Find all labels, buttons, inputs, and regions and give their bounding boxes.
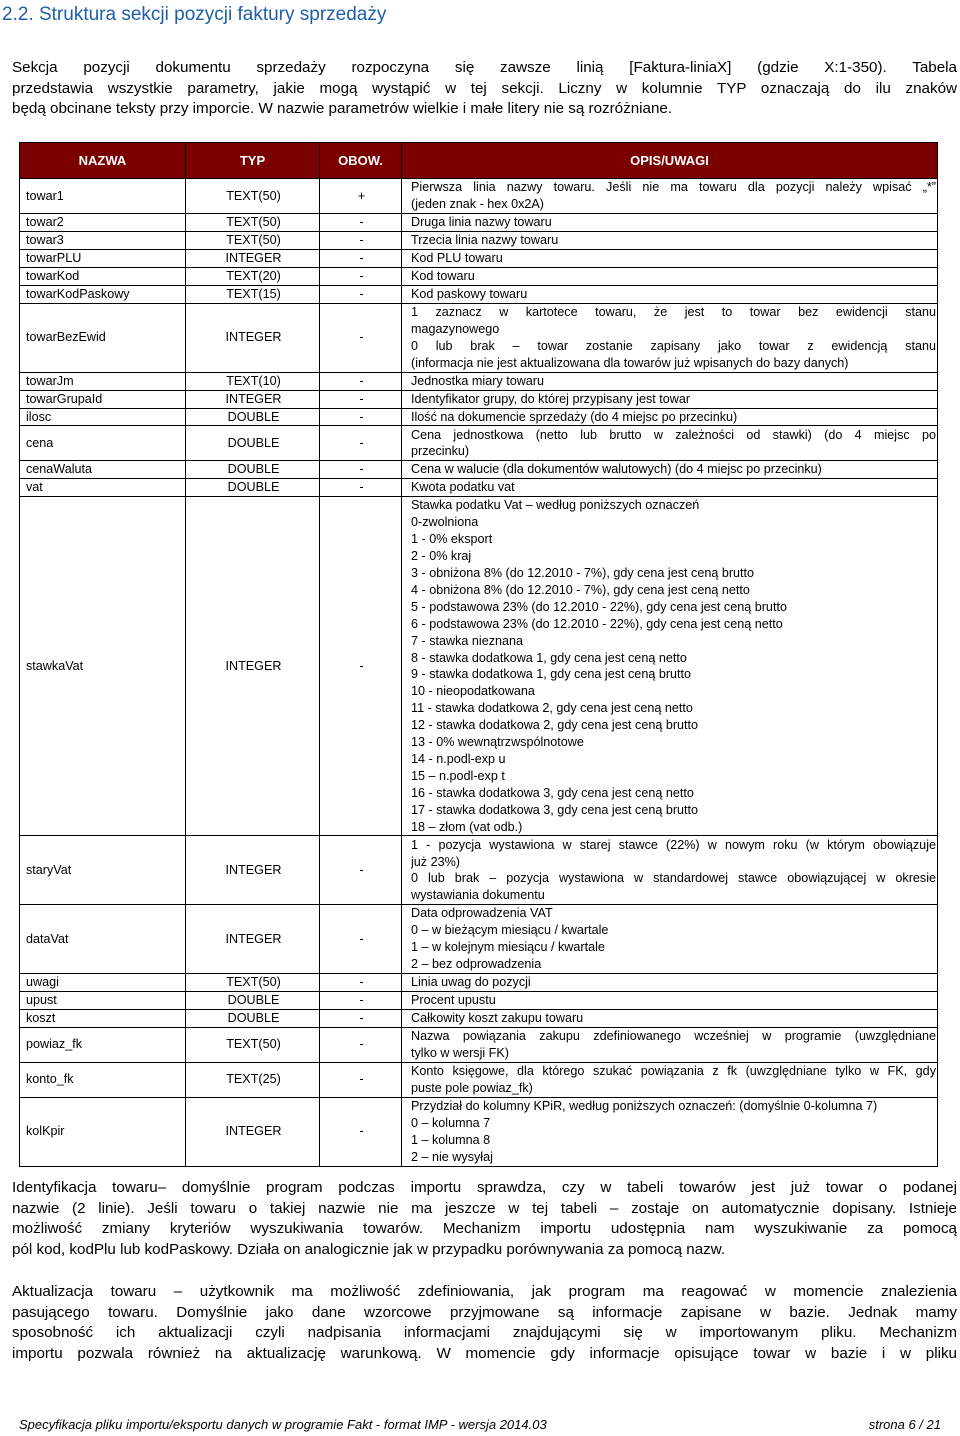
param-name: vat: [20, 479, 186, 497]
param-required: -: [320, 426, 402, 461]
param-required: -: [320, 390, 402, 408]
param-required: -: [320, 479, 402, 497]
description-line: 0-zwolniona: [411, 515, 479, 530]
description-line: Cena w walucie (dla dokumentów walutowych) (do 4 miejsc po przecinku): [411, 462, 822, 477]
table-row: [20, 1097, 938, 1166]
param-type: TEXT(25): [186, 1062, 320, 1097]
param-required: -: [320, 1028, 402, 1063]
param-required: -: [320, 992, 402, 1010]
param-type: TEXT(50): [186, 1028, 320, 1063]
param-type: TEXT(50): [186, 974, 320, 992]
description-line: 0 – kolumna 7: [411, 1115, 491, 1130]
description-line: Druga linia nazwy towaru: [411, 215, 552, 229]
description-line: 8 - stawka dodatkowa 1, gdy cena jest ceną netto: [411, 650, 687, 665]
param-name: dataVat: [20, 905, 186, 974]
intro-paragraph: [12, 58, 957, 120]
description-line: Konto księgowe, dla którego szukać powiązania z fk (uwzględniane tylko w FK, gdy: [411, 1063, 936, 1078]
description-line: 0 – w bieżącym miesiącu / kwartale: [411, 923, 609, 938]
parameters-table: [19, 142, 938, 1167]
param-required: -: [320, 461, 402, 479]
param-description: [402, 372, 938, 390]
param-type: INTEGER: [186, 303, 320, 372]
param-required: -: [320, 231, 402, 249]
table-row: [20, 461, 938, 479]
param-required: -: [320, 836, 402, 905]
description-line: Całkowity koszt zakupu towaru: [411, 1011, 584, 1026]
paragraph-line: przedstawia wszystkie parametry, jakie mogą wystąpić w tej sekcji. Liczny w kolumnie TYP oznaczają do ilu znaków: [12, 79, 957, 97]
paragraph-line: pól kod, kodPlu lub kodPaskowy. Działa on analogicznie jak w przypadku porównywania za pomocą nazw.: [12, 1240, 726, 1258]
description-line: Linia uwag do pozycji: [411, 975, 531, 990]
description-line: Przydział do kolumny KPiR, według poniższych oznaczeń: (domyślnie 0-kolumna 7): [411, 1098, 878, 1113]
param-type: INTEGER: [186, 390, 320, 408]
param-name: towarKodPaskowy: [20, 285, 186, 303]
param-description: [402, 426, 938, 461]
table-row: [20, 179, 938, 214]
param-type: DOUBLE: [186, 408, 320, 426]
description-line: (jeden znak - hex 0x2A): [411, 197, 545, 211]
table-row: [20, 1028, 938, 1063]
description-line: Kod towaru: [411, 268, 475, 283]
param-name: powiaz_fk: [20, 1028, 186, 1063]
update-paragraph: [12, 1282, 957, 1364]
param-name: stawkaVat: [20, 497, 186, 836]
param-required: -: [320, 1097, 402, 1166]
description-line: 6 - podstawowa 23% (do 12.2010 - 22%), gdy cena jest ceną netto: [411, 616, 783, 631]
param-type: TEXT(15): [186, 285, 320, 303]
description-line: 10 - nieopodatkowana: [411, 684, 535, 699]
param-name: upust: [20, 992, 186, 1010]
description-line: 1 - pozycja wystawiona w starej stawce (22%) w nowym roku (w którym obowiązuje: [411, 837, 936, 852]
description-line: 13 - 0% wewnątrzwspólnotowe: [411, 735, 584, 750]
table-body: [20, 179, 938, 1167]
table-row: [20, 1062, 938, 1097]
paragraph-line: Aktualizacja towaru – użytkownik ma możliwość zdefiniowania, jak program ma reagować w momencie znalezienia: [12, 1283, 957, 1300]
param-name: towar1: [20, 179, 186, 214]
table-row: [20, 992, 938, 1010]
page-footer: [19, 1417, 941, 1432]
param-required: -: [320, 249, 402, 267]
param-type: INTEGER: [186, 836, 320, 905]
paragraph-line: importu pozwala również na aktualizację warunkową. W momencie gdy informacje opisujące towar w bazie i w pliku: [12, 1344, 957, 1362]
description-line: 12 - stawka dodatkowa 2, gdy cena jest ceną brutto: [411, 718, 699, 733]
param-description: [402, 992, 938, 1010]
param-name: towarGrupaId: [20, 390, 186, 408]
header-type: TYP: [186, 143, 320, 179]
param-description: [402, 461, 938, 479]
param-name: konto_fk: [20, 1062, 186, 1097]
table-row: [20, 1010, 938, 1028]
param-description: [402, 836, 938, 905]
description-line: Ilość na dokumencie sprzedaży (do 4 miejsc po przecinku): [411, 409, 738, 424]
header-name: NAZWA: [20, 143, 186, 179]
param-type: DOUBLE: [186, 461, 320, 479]
param-name: cenaWaluta: [20, 461, 186, 479]
param-description: [402, 1010, 938, 1028]
param-type: INTEGER: [186, 1097, 320, 1166]
param-type: DOUBLE: [186, 479, 320, 497]
description-line: Nazwa powiązania zakupu zdefiniowanego wcześniej w programie (uwzględniane: [411, 1029, 936, 1043]
description-line: magazynowego: [411, 321, 500, 336]
param-type: INTEGER: [186, 905, 320, 974]
table-row: [20, 390, 938, 408]
param-name: towarPLU: [20, 249, 186, 267]
param-name: towar3: [20, 231, 186, 249]
table-row: [20, 303, 938, 372]
param-required: -: [320, 285, 402, 303]
table-row: [20, 231, 938, 249]
param-required: -: [320, 1062, 402, 1097]
param-description: [402, 231, 938, 249]
paragraph-line: Identyfikacja towaru– domyślnie program podczas importu sprawdza, czy w tabeli towarów jest już towar o podanej: [12, 1179, 957, 1196]
param-name: towarJm: [20, 372, 186, 390]
param-description: [402, 285, 938, 303]
param-type: TEXT(20): [186, 267, 320, 285]
description-line: 0 lub brak – pozycja wystawiona w standardowej stawce obowiązującej w okresie: [411, 871, 936, 886]
param-required: -: [320, 974, 402, 992]
description-line: 1 – w kolejnym miesiącu / kwartale: [411, 940, 605, 955]
table-row: [20, 372, 938, 390]
param-name: uwagi: [20, 974, 186, 992]
param-name: staryVat: [20, 836, 186, 905]
description-line: przecinku): [411, 444, 470, 459]
param-type: TEXT(10): [186, 372, 320, 390]
description-line: Jednostka miary towaru: [411, 373, 544, 388]
description-line: Kod PLU towaru: [411, 250, 503, 265]
description-line: tylko w wersji FK): [411, 1045, 509, 1060]
description-line: już 23%): [411, 854, 460, 869]
description-line: Kwota podatku vat: [411, 480, 515, 495]
description-line: 16 - stawka dodatkowa 3, gdy cena jest ceną netto: [411, 785, 694, 800]
description-line: 5 - podstawowa 23% (do 12.2010 - 22%), gdy cena jest ceną brutto: [411, 599, 787, 614]
description-line: 1 - 0% eksport: [411, 532, 493, 547]
param-type: TEXT(50): [186, 179, 320, 214]
description-line: Procent upustu: [411, 993, 496, 1008]
description-line: Data odprowadzenia VAT: [411, 906, 553, 921]
table-row: [20, 836, 938, 905]
param-description: [402, 905, 938, 974]
table-row: [20, 285, 938, 303]
header-description: OPIS/UWAGI: [402, 143, 938, 179]
param-description: [402, 479, 938, 497]
table-row: [20, 905, 938, 974]
footer-page-number: strona 6 / 21: [868, 1417, 941, 1432]
param-name: koszt: [20, 1010, 186, 1028]
paragraph-line: pasującego towaru. Domyślnie jako dane wzorcowe przyjmowane są informacje zapisane w bazie. Jednak mamy: [12, 1303, 957, 1321]
param-required: -: [320, 214, 402, 232]
param-required: -: [320, 267, 402, 285]
param-type: INTEGER: [186, 497, 320, 836]
param-name: kolKpir: [20, 1097, 186, 1166]
description-line: 2 – bez odprowadzenia: [411, 957, 542, 972]
description-line: Identyfikator grupy, do której przypisany jest towar: [411, 391, 691, 406]
param-type: TEXT(50): [186, 231, 320, 249]
param-description: [402, 1097, 938, 1166]
description-line: 2 - 0% kraj: [411, 549, 472, 564]
section-heading: 2.2. Struktura sekcji pozycji faktury sprzedaży: [2, 4, 387, 25]
table-row: [20, 497, 938, 836]
param-description: [402, 267, 938, 285]
header-required: OBOW.: [320, 143, 402, 179]
description-line: (informacja nie jest aktualizowana dla towarów już wpisanych do bazy danych): [411, 355, 849, 370]
param-type: DOUBLE: [186, 992, 320, 1010]
param-required: -: [320, 408, 402, 426]
description-line: 1 zaznacz w kartotece towaru, że jest to towar bez ewidencji stanu: [411, 304, 936, 319]
description-line: 3 - obniżona 8% (do 12.2010 - 7%), gdy cena jest ceną brutto: [411, 565, 755, 580]
param-name: towarBezEwid: [20, 303, 186, 372]
param-required: +: [320, 179, 402, 214]
description-line: 14 - n.podl-exp u: [411, 751, 506, 766]
description-line: Kod paskowy towaru: [411, 286, 528, 301]
param-name: towar2: [20, 214, 186, 232]
param-description: [402, 214, 938, 232]
param-type: DOUBLE: [186, 1010, 320, 1028]
description-line: 1 – kolumna 8: [411, 1132, 491, 1147]
description-line: Cena jednostkowa (netto lub brutto w zależności od stawki) (do 4 miejsc po: [411, 427, 936, 442]
description-line: 15 – n.podl-exp t: [411, 768, 505, 783]
table-header-row: [20, 143, 938, 179]
param-description: [402, 303, 938, 372]
description-line: 7 - stawka nieznana: [411, 633, 524, 648]
paragraph-line: Sekcja pozycji dokumentu sprzedaży rozpoczyna się zawsze linią [Faktura-liniaX] (gdzie X:1-350). Tabela: [12, 59, 957, 76]
description-line: 17 - stawka dodatkowa 3, gdy cena jest ceną brutto: [411, 802, 699, 817]
param-required: -: [320, 303, 402, 372]
table-row: [20, 479, 938, 497]
description-line: 0 lub brak – towar zostanie zapisany jako towar z ewidencją stanu: [411, 338, 936, 353]
param-description: [402, 249, 938, 267]
description-line: 2 – nie wysyłaj: [411, 1149, 493, 1164]
param-description: [402, 408, 938, 426]
description-line: Pierwsza linia nazwy towaru. Jeśli nie ma towaru dla pozycji należy wpisać „*”: [411, 180, 936, 195]
param-required: -: [320, 1010, 402, 1028]
description-line: Trzecia linia nazwy towaru: [411, 232, 559, 247]
footer-document-title: Specyfikacja pliku importu/eksportu danych w programie Fakt - format IMP - wersja 2014.03: [19, 1417, 547, 1432]
param-description: [402, 390, 938, 408]
param-name: towarKod: [20, 267, 186, 285]
paragraph-line: możliwość zmiany kryteriów wyszukiwania towarów. Mechanizm importu udostępnia nam wyszukiwanie za pomocą: [12, 1220, 957, 1238]
param-name: ilosc: [20, 408, 186, 426]
paragraph-line: będą obcinane teksty przy imporcie. W nazwie parametrów wielkie i małe litery nie są rozróżniane.: [12, 100, 673, 118]
description-line: 11 - stawka dodatkowa 2, gdy cena jest ceną netto: [411, 701, 693, 716]
param-type: INTEGER: [186, 249, 320, 267]
param-description: [402, 1028, 938, 1063]
param-description: [402, 497, 938, 836]
param-required: -: [320, 905, 402, 974]
description-line: 9 - stawka dodatkowa 1, gdy cena jest ceną brutto: [411, 667, 692, 682]
param-required: -: [320, 497, 402, 836]
paragraph-line: nazwie (2 linie). Jeśli towaru o takiej nazwie nie ma jeszcze w tej tabeli – zostaje on automatycznie dopisany. Istnieje: [12, 1199, 957, 1217]
table-row: [20, 408, 938, 426]
paragraph-line: sposobność ich aktualizacji czyli nadpisania informacjami znajdującymi się w importowanym pliku. Mechanizm: [12, 1324, 957, 1342]
param-name: cena: [20, 426, 186, 461]
description-line: wystawiania dokumentu: [411, 888, 545, 903]
description-line: Stawka podatku Vat – według poniższych oznaczeń: [411, 498, 700, 513]
param-required: -: [320, 372, 402, 390]
description-line: 18 – złom (vat odb.): [411, 819, 523, 834]
table-row: [20, 214, 938, 232]
table-row: [20, 426, 938, 461]
identification-paragraph: [12, 1178, 957, 1260]
param-description: [402, 974, 938, 992]
param-type: TEXT(50): [186, 214, 320, 232]
param-description: [402, 179, 938, 214]
table-row: [20, 267, 938, 285]
table-row: [20, 249, 938, 267]
description-line: puste pole powiaz_fk): [411, 1080, 533, 1095]
param-description: [402, 1062, 938, 1097]
table-row: [20, 974, 938, 992]
description-line: 4 - obniżona 8% (do 12.2010 - 7%), gdy cena jest ceną netto: [411, 582, 750, 597]
param-type: DOUBLE: [186, 426, 320, 461]
